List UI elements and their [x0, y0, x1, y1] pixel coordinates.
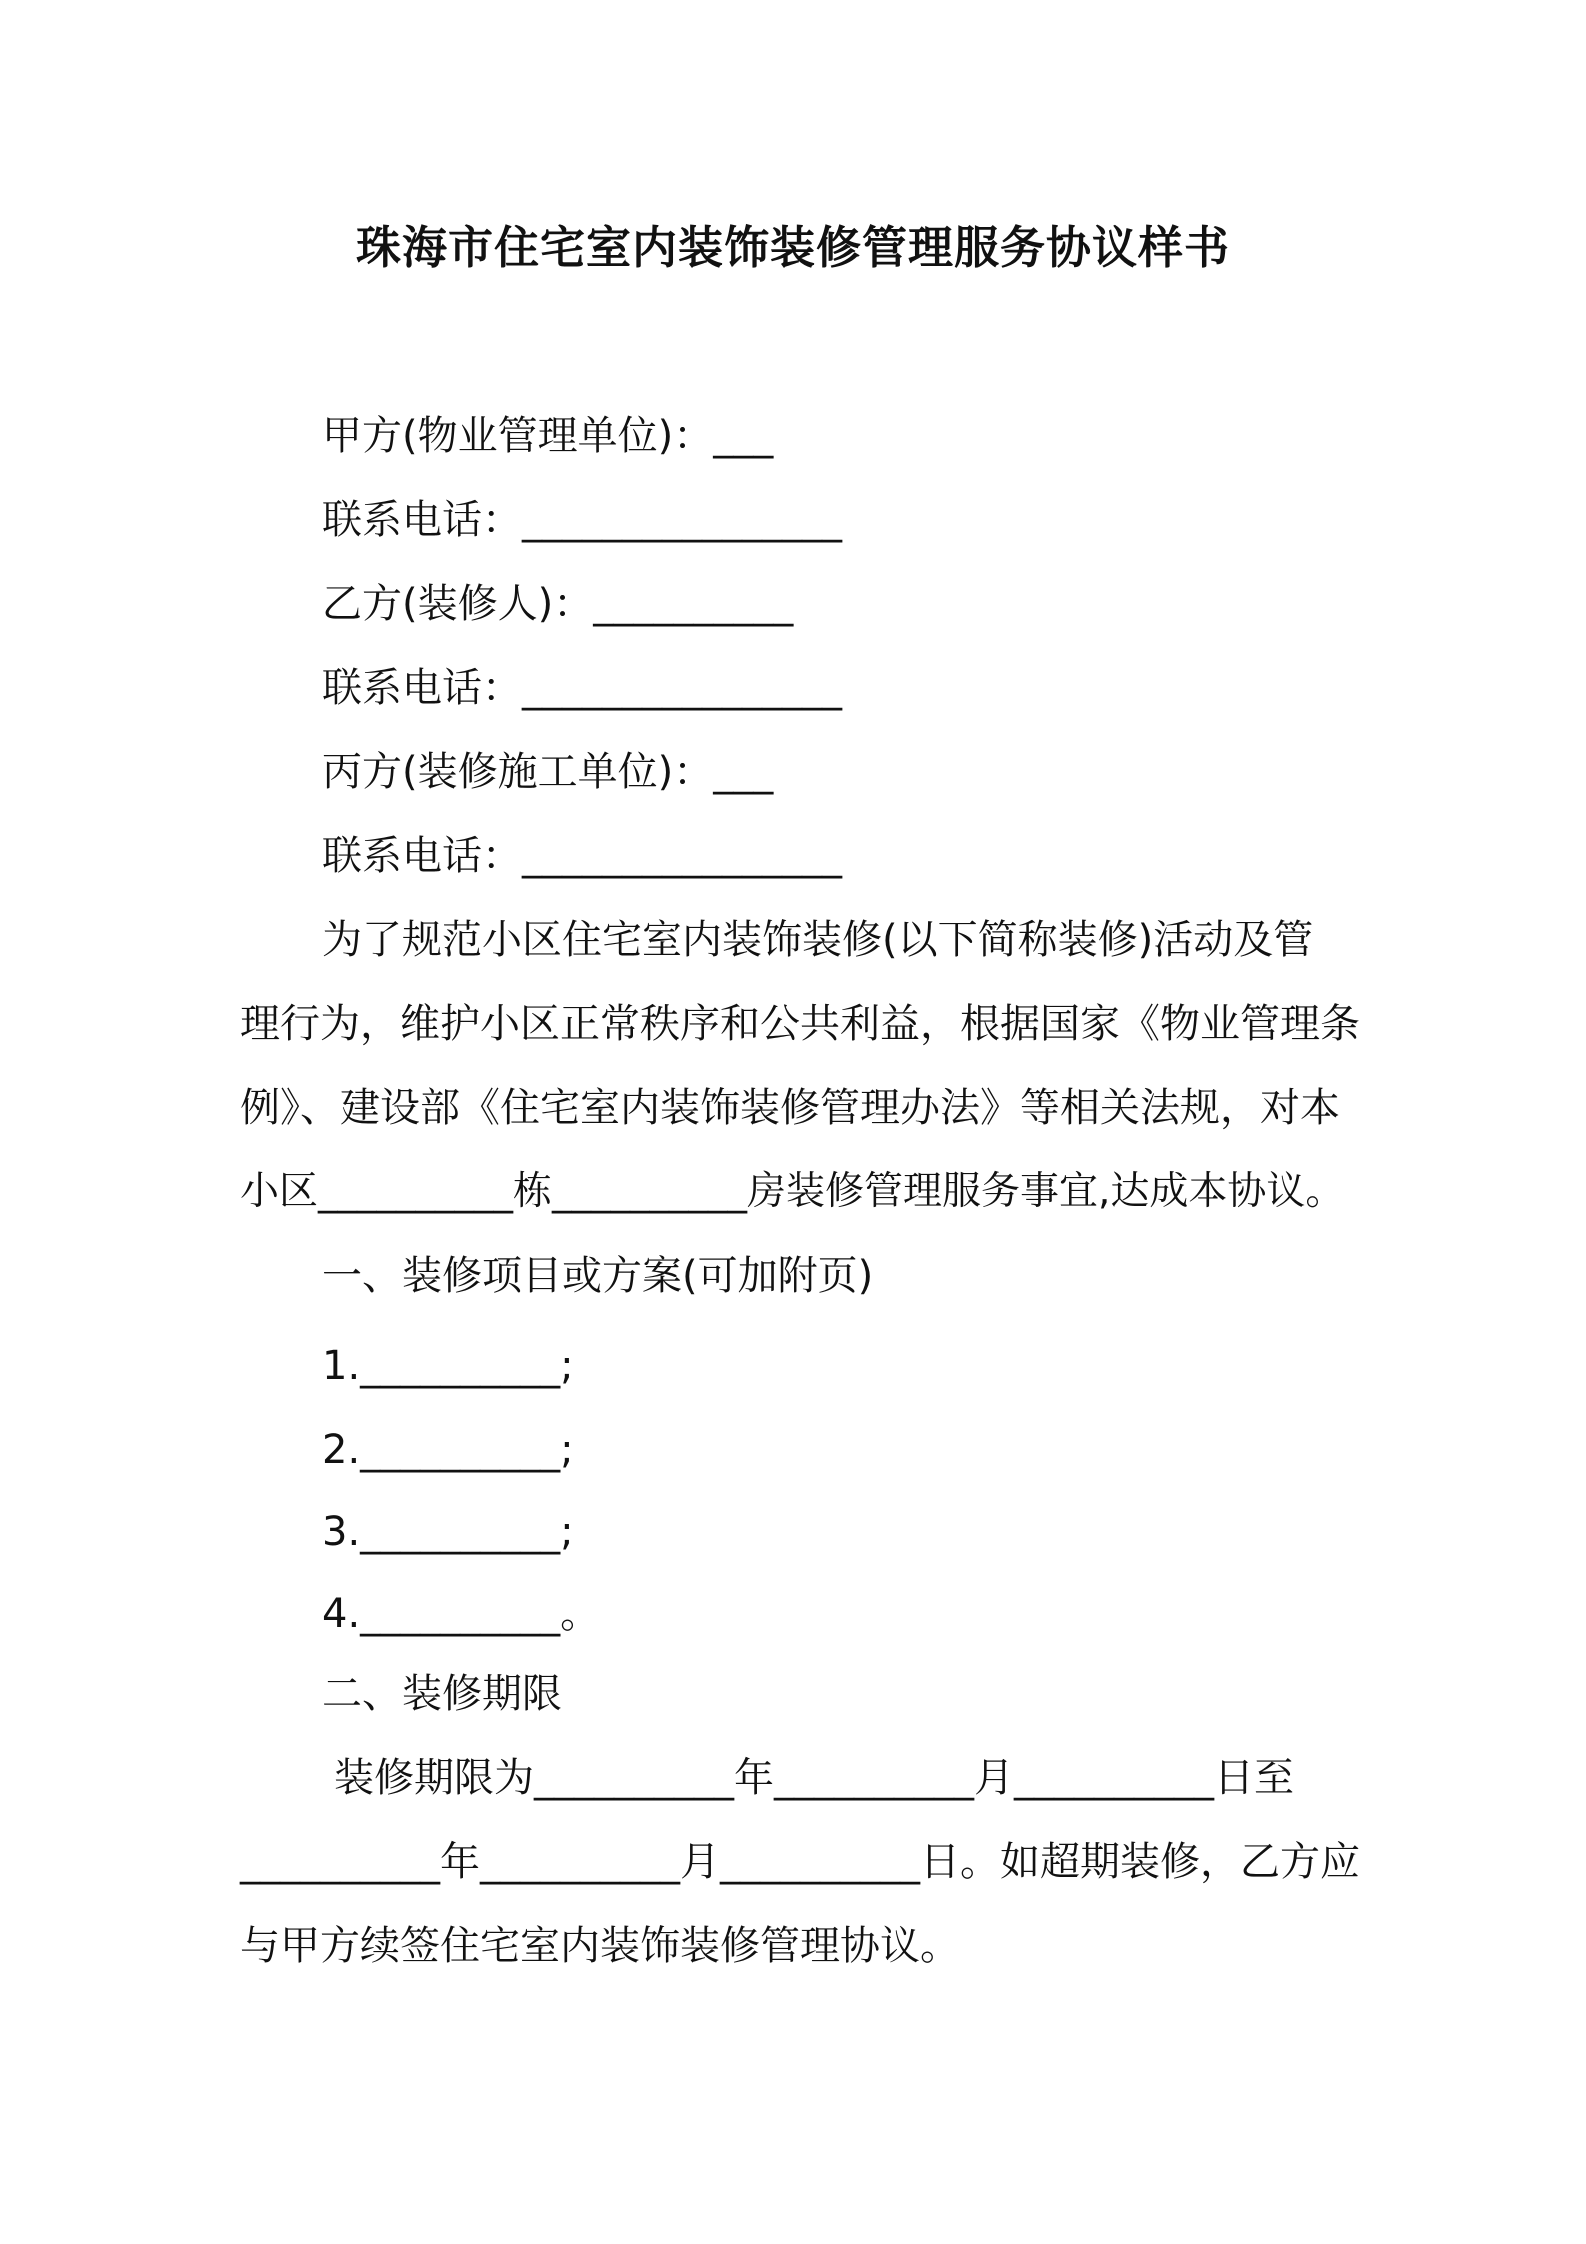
section1-item-1: 1.__________;	[322, 1343, 574, 1389]
section1-item-2: 2.__________;	[322, 1427, 574, 1473]
preamble-line-3: 例》、建设部《住宅室内装饰装修管理办法》等相关法规，对本	[240, 1085, 1340, 1131]
party-a-line: 甲方(物业管理单位)：___	[322, 413, 774, 459]
party-b-phone-line: 联系电话：________________	[322, 665, 842, 711]
section2-line-3: 与甲方续签住宅室内装饰装修管理协议。	[240, 1923, 960, 1969]
document-title: 珠海市住宅室内装饰装修管理服务协议样书	[355, 221, 1230, 274]
preamble-line-1: 为了规范小区住宅室内装饰装修(以下简称装修)活动及管	[322, 917, 1314, 963]
section2-line-2: __________年__________月__________日。如超期装修，乙方应	[240, 1839, 1360, 1885]
party-c-line: 丙方(装修施工单位)：___	[322, 749, 774, 795]
party-b-line: 乙方(装修人)：__________	[322, 581, 794, 627]
section1-heading: 一、装修项目或方案(可加附页)	[322, 1253, 874, 1299]
preamble-line-4: 小区__________栋__________房装修管理服务事宜,达成本协议。	[240, 1169, 1345, 1214]
section2-heading: 二、装修期限	[322, 1671, 562, 1717]
preamble-line-2: 理行为，维护小区正常秩序和公共利益，根据国家《物业管理条	[240, 1001, 1360, 1047]
party-c-phone-line: 联系电话：________________	[322, 833, 842, 879]
section2-line-1: 装修期限为__________年__________月__________日至	[334, 1755, 1294, 1801]
section1-item-4: 4.__________。	[322, 1591, 601, 1637]
section1-item-3: 3.__________;	[322, 1509, 574, 1555]
party-a-phone-line: 联系电话：________________	[322, 497, 842, 543]
